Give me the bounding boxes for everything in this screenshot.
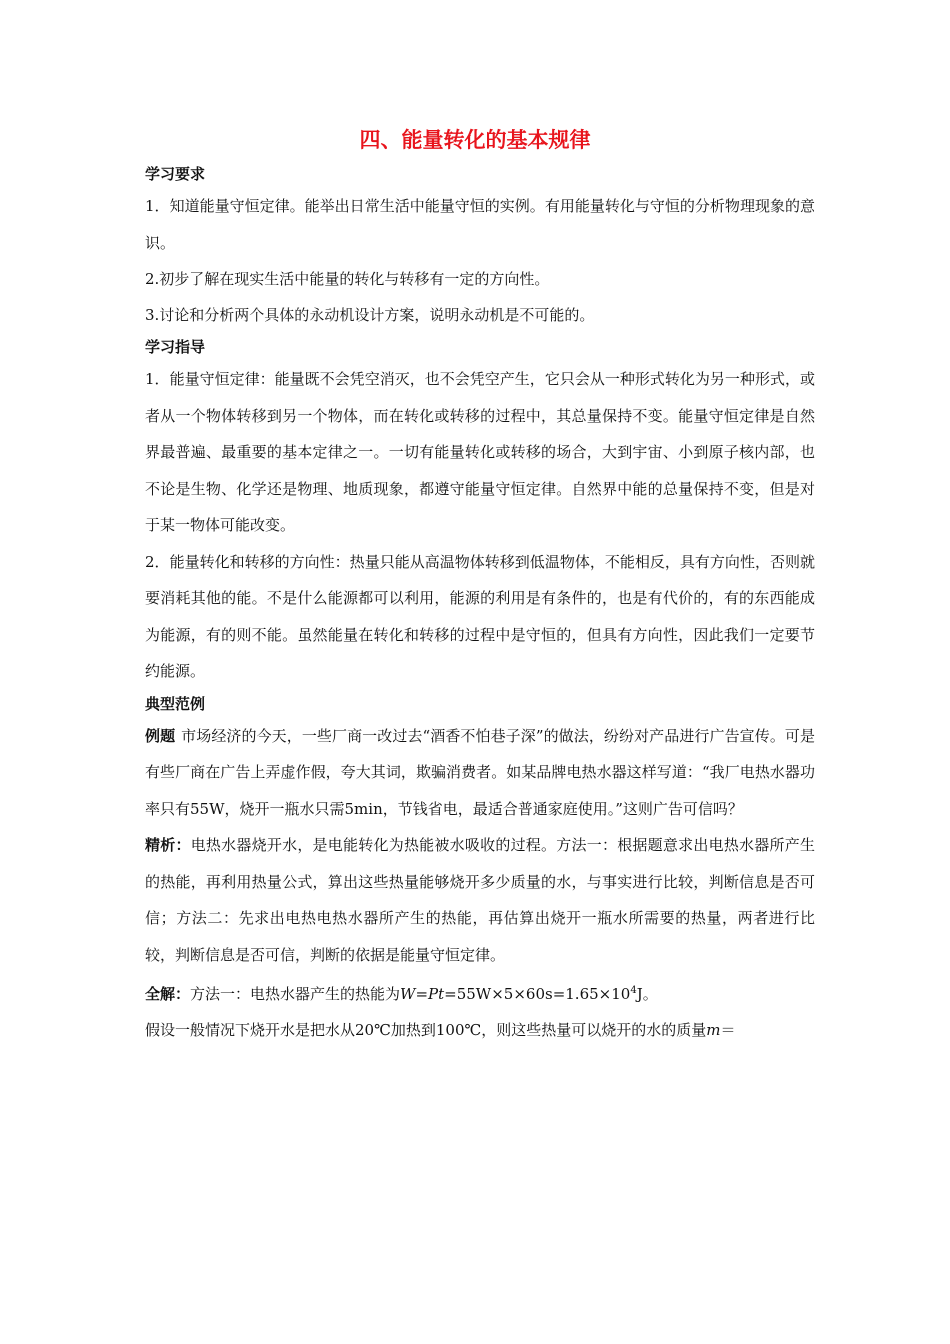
formula-unit: J。 <box>636 985 658 1003</box>
requirement-item-3: 3.讨论和分析两个具体的永动机设计方案，说明永动机是不可能的。 <box>145 306 595 324</box>
formula-equals: = <box>415 985 429 1003</box>
solution-continuation <box>145 1012 815 1048</box>
section-heading-guidance: 学习指导 <box>145 338 206 356</box>
requirement-item-2: 2.初步了解在现实生活中能量的转化与转移有一定的方向性。 <box>145 270 550 288</box>
formula-variable-pt: Pt <box>428 985 445 1003</box>
formula-exponent: 4 <box>630 985 637 996</box>
page-title: 四、能量转化的基本规律 <box>359 128 591 152</box>
guidance-item-2: 2．能量转化和转移的方向性：热量只能从高温物体转移到低温物体，不能相反，具有方向性，否则就要消耗其他的能。不是什么能源都可以利用，能源的利用是有条件的，也是有代价的，有的东西能成为能源，有的则不能。虽然能量在转化和转移的过程中是守恒的，但具有方向性，因此我们一定要节约能源。 <box>145 552 815 680</box>
analysis-paragraph <box>145 827 815 973</box>
solution-paragraph <box>145 973 815 1012</box>
analysis-text: 电热水器烧开水，是电能转化为热能被水吸收的过程。方法一：根据题意求出电热水器所产生的热能，再利用热量公式，算出这些热量能够烧开多少质量的水，与事实进行比较，判断信息是否可信；方法二：先求出电热电热水器所产生的热能，再估算出烧开一瓶水所需要的热量，两者进行比较，判断信息是否可信，判断的依据是能量守恒定律。 <box>145 836 815 964</box>
requirement-item-1: 1．知道能量守恒定律。能举出日常生活中能量守恒的实例。有用能量转化与守恒的分析物理现象的意识。 <box>145 197 815 252</box>
solution-label: 全解： <box>145 985 191 1003</box>
document-body <box>145 160 815 1048</box>
analysis-label: 精析： <box>145 836 191 854</box>
solution-prefix: 方法一：电热水器产生的热能为 <box>190 985 401 1003</box>
mass-variable-m: m <box>706 1021 721 1039</box>
formula-value: =55W×5×60s=1.65×10 <box>444 985 631 1003</box>
continuation-text: 假设一般情况下烧开水是把水从20℃加热到100℃，则这些热量可以烧开的水的质量 <box>145 1021 707 1039</box>
formula-variable-w: W <box>400 985 416 1003</box>
example-paragraph <box>145 718 815 828</box>
example-label: 例题 <box>145 726 176 745</box>
mass-equals: ＝ <box>720 1021 736 1039</box>
example-text: 市场经济的今天，一些厂商一改过去“酒香不怕巷子深”的做法，纷纷对产品进行广告宣传。可是有些厂商在广告上弄虚作假，夸大其词，欺骗消费者。如某品牌电热水器这样写道：“我厂电热水器功率只有55W，烧开一瓶水只需5min，节钱省电，最适合普通家庭使用。”这则广告可信吗？ <box>145 726 815 818</box>
section-heading-examples: 典型范例 <box>145 694 206 713</box>
guidance-item-1: 1．能量守恒定律：能量既不会凭空消灭，也不会凭空产生，它只会从一种形式转化为另一种形式，或者从一个物体转移到另一个物体，而在转化或转移的过程中，其总量保持不变。能量守恒定律是自然界最普遍、最重要的基本定律之一。一切有能量转化或转移的场合，大到宇宙、小到原子核内部，也不论是生物、化学还是物理、地质现象，都遵守能量守恒定律。自然界中能的总量保持不变，但是对于某一物体可能改变。 <box>145 370 815 534</box>
section-heading-requirements: 学习要求 <box>145 165 206 183</box>
